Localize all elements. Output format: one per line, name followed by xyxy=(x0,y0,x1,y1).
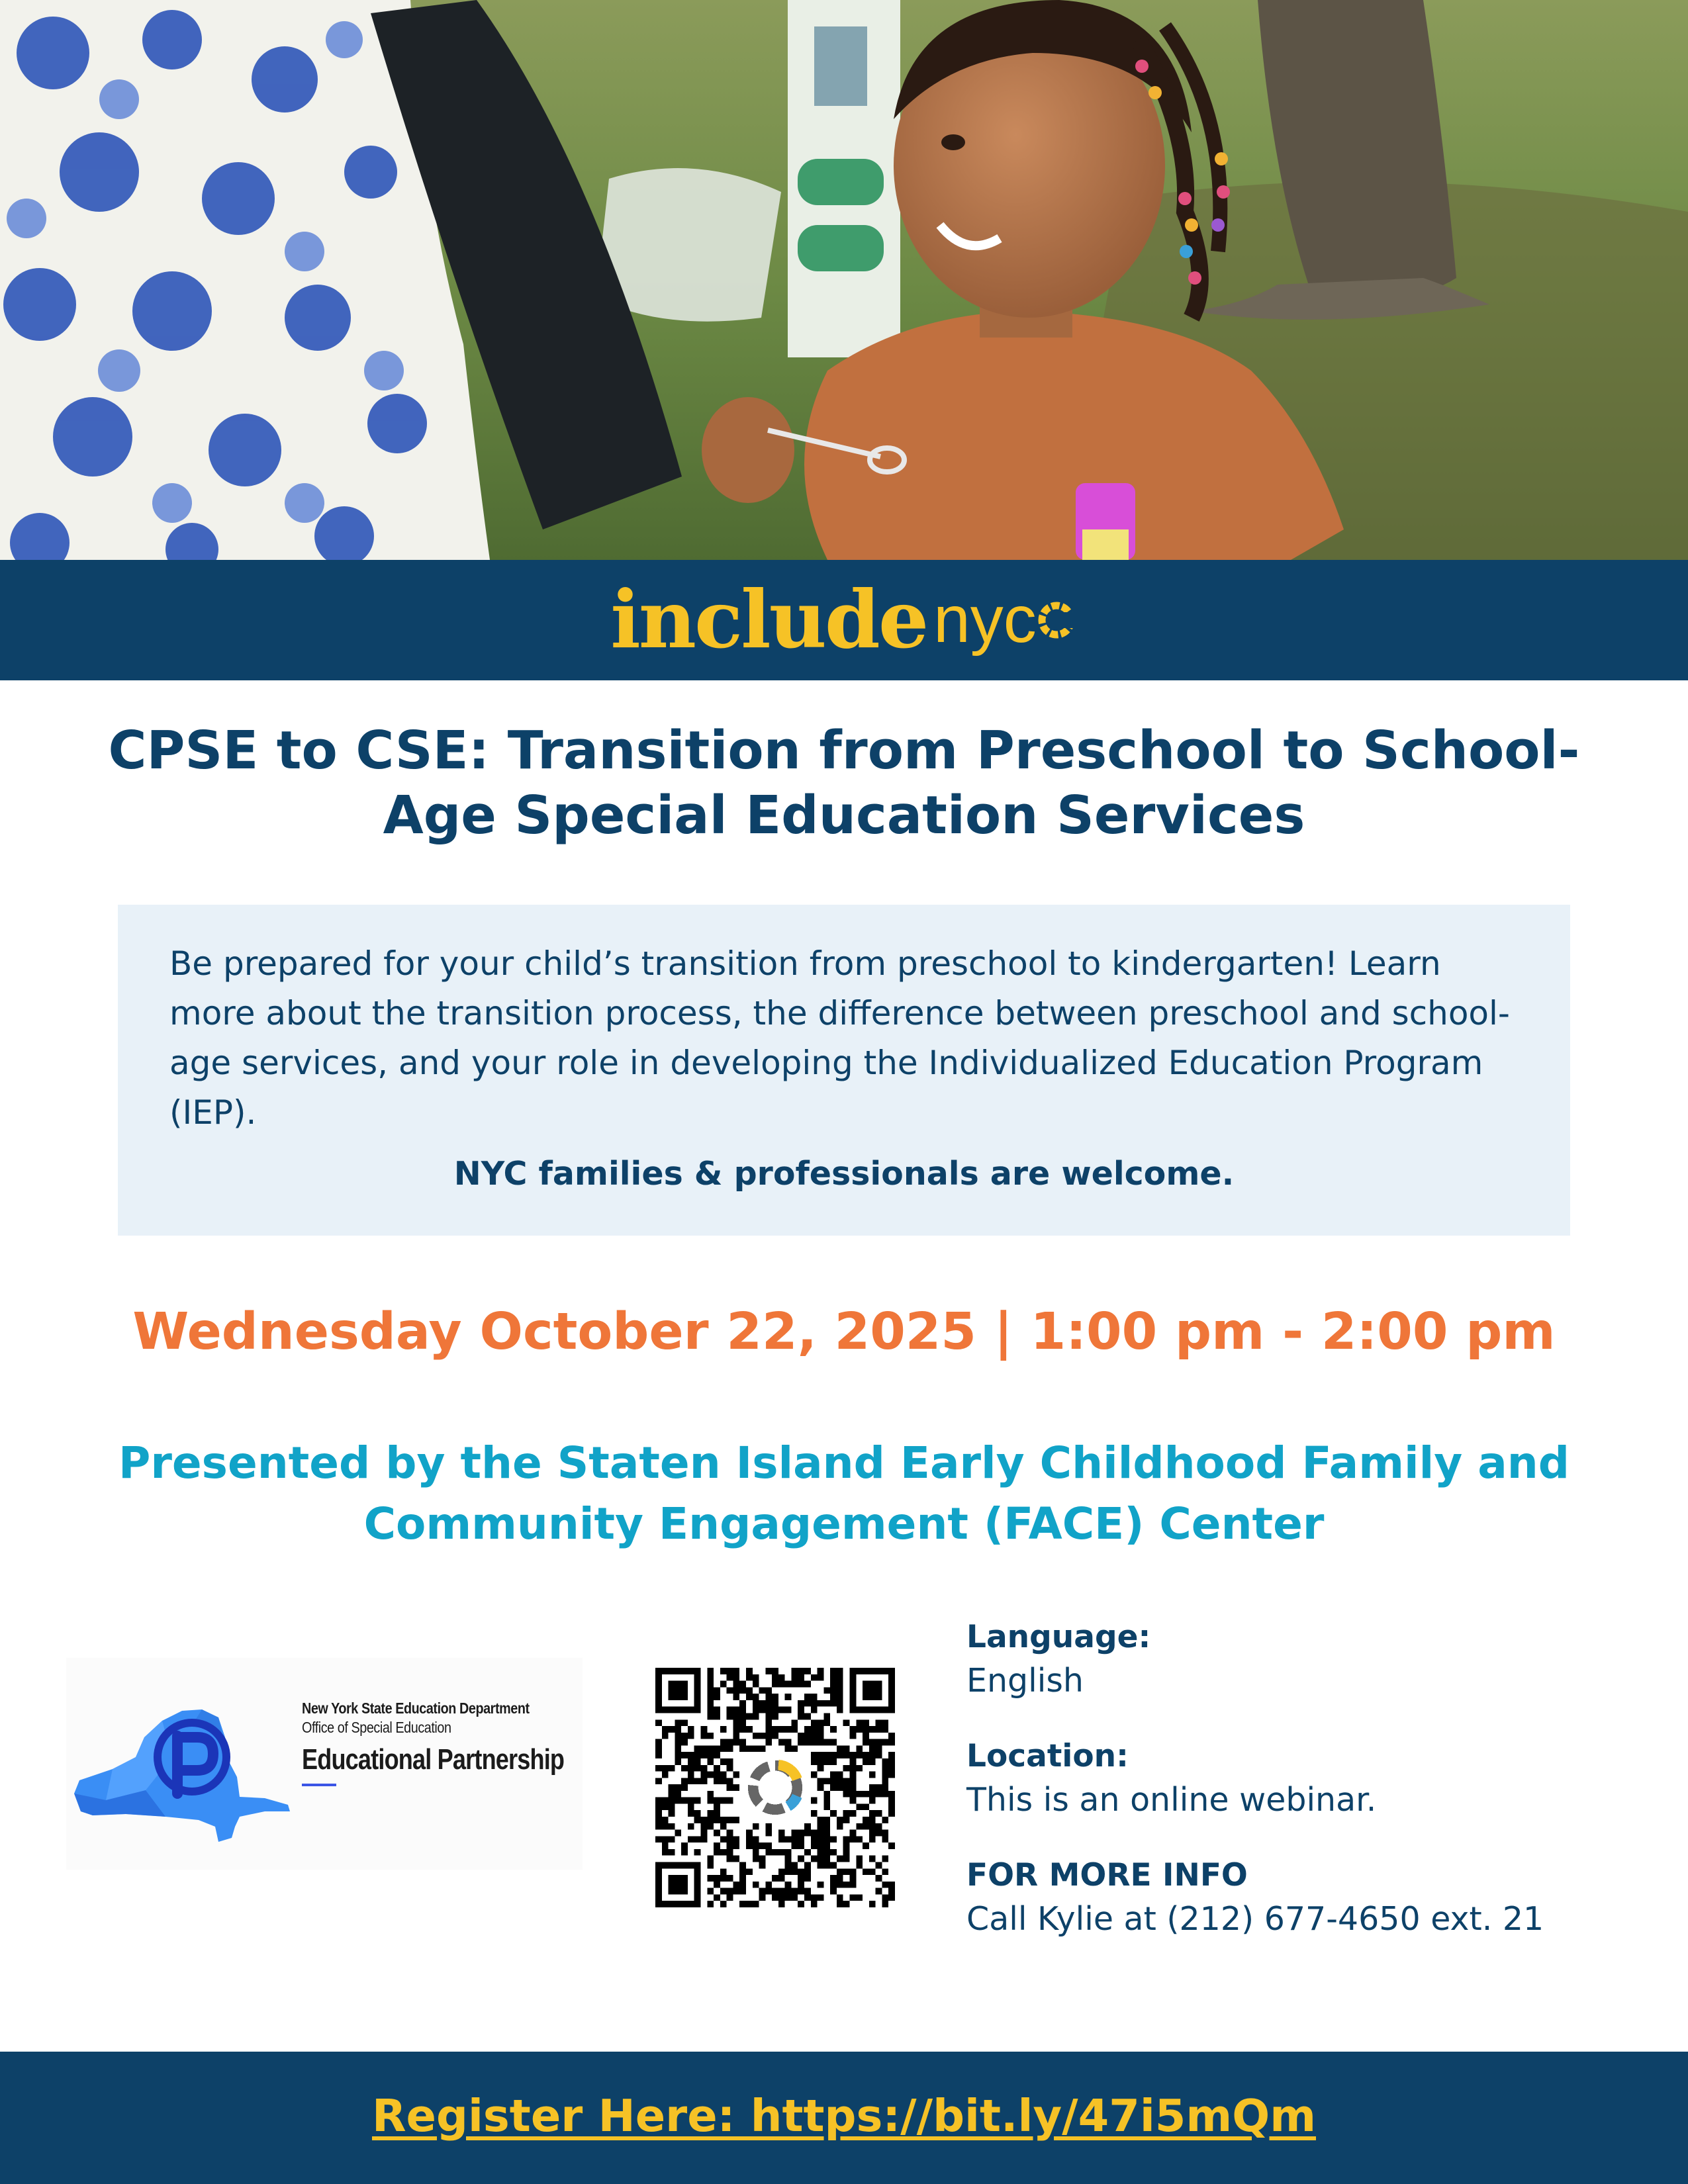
event-datetime: Wednesday October 22, 2025 | 1:00 pm - 2:00 pm xyxy=(132,1302,1556,1361)
language-label: Language: xyxy=(966,1619,1151,1655)
welcome-note: NYC families & professionals are welcome. xyxy=(453,1155,1235,1193)
event-info xyxy=(966,1617,1628,1942)
intro-box xyxy=(118,905,1570,1236)
nysed-partnership-logo xyxy=(66,1658,583,1870)
partner-line-partnership: Educational Partnership xyxy=(302,1743,565,1776)
location-label: Location: xyxy=(966,1738,1129,1774)
partner-line-department: New York State Education Department xyxy=(302,1700,530,1717)
partner-line-office: Office of Special Education xyxy=(302,1719,451,1736)
qr-code-icon[interactable] xyxy=(655,1668,895,1907)
partner-underline xyxy=(302,1784,336,1786)
qr-finder-pattern xyxy=(655,1862,700,1907)
location-value: This is an online webinar. xyxy=(966,1781,1377,1819)
qr-finder-pattern xyxy=(655,1668,700,1713)
includenyc-logo xyxy=(0,573,1688,666)
logo-word-include: include xyxy=(610,573,927,666)
qr-center-logo xyxy=(739,1752,811,1823)
more-info-phone: Call Kylie at (212) 677-4650 ext. 21 xyxy=(966,1900,1544,1938)
more-info-label: FOR MORE INFO xyxy=(966,1857,1248,1893)
logo-word-nyc: nyc xyxy=(933,582,1037,657)
language-value: English xyxy=(966,1662,1084,1700)
hero-photo-illustration xyxy=(0,0,1688,560)
qr-finder-pattern xyxy=(850,1668,895,1713)
new-york-state-map-logo-icon xyxy=(66,1658,305,1870)
hero-photo xyxy=(0,0,1688,560)
footer-bar xyxy=(0,2052,1688,2184)
intro-paragraph: Be prepared for your child’s transition from preschool to kindergarten! Learn more about the transition process, the difference between preschool and school-age services, and your role in developing the Individualized Education Program (IEP). xyxy=(169,944,1510,1132)
page-title: CPSE to CSE: Transition from Preschool to School-Age Special Education Services xyxy=(108,720,1580,846)
includenyc-ring-icon xyxy=(1035,599,1078,641)
presenter-text: Presented by the Staten Island Early Childhood Family and Community Engagement (FACE) Center xyxy=(118,1437,1570,1549)
qr-code-graphic xyxy=(655,1668,895,1907)
partner-text-block xyxy=(302,1699,622,1786)
brand-bar xyxy=(0,560,1688,680)
register-link[interactable]: Register Here: https://bit.ly/47i5mQm xyxy=(371,2090,1317,2142)
